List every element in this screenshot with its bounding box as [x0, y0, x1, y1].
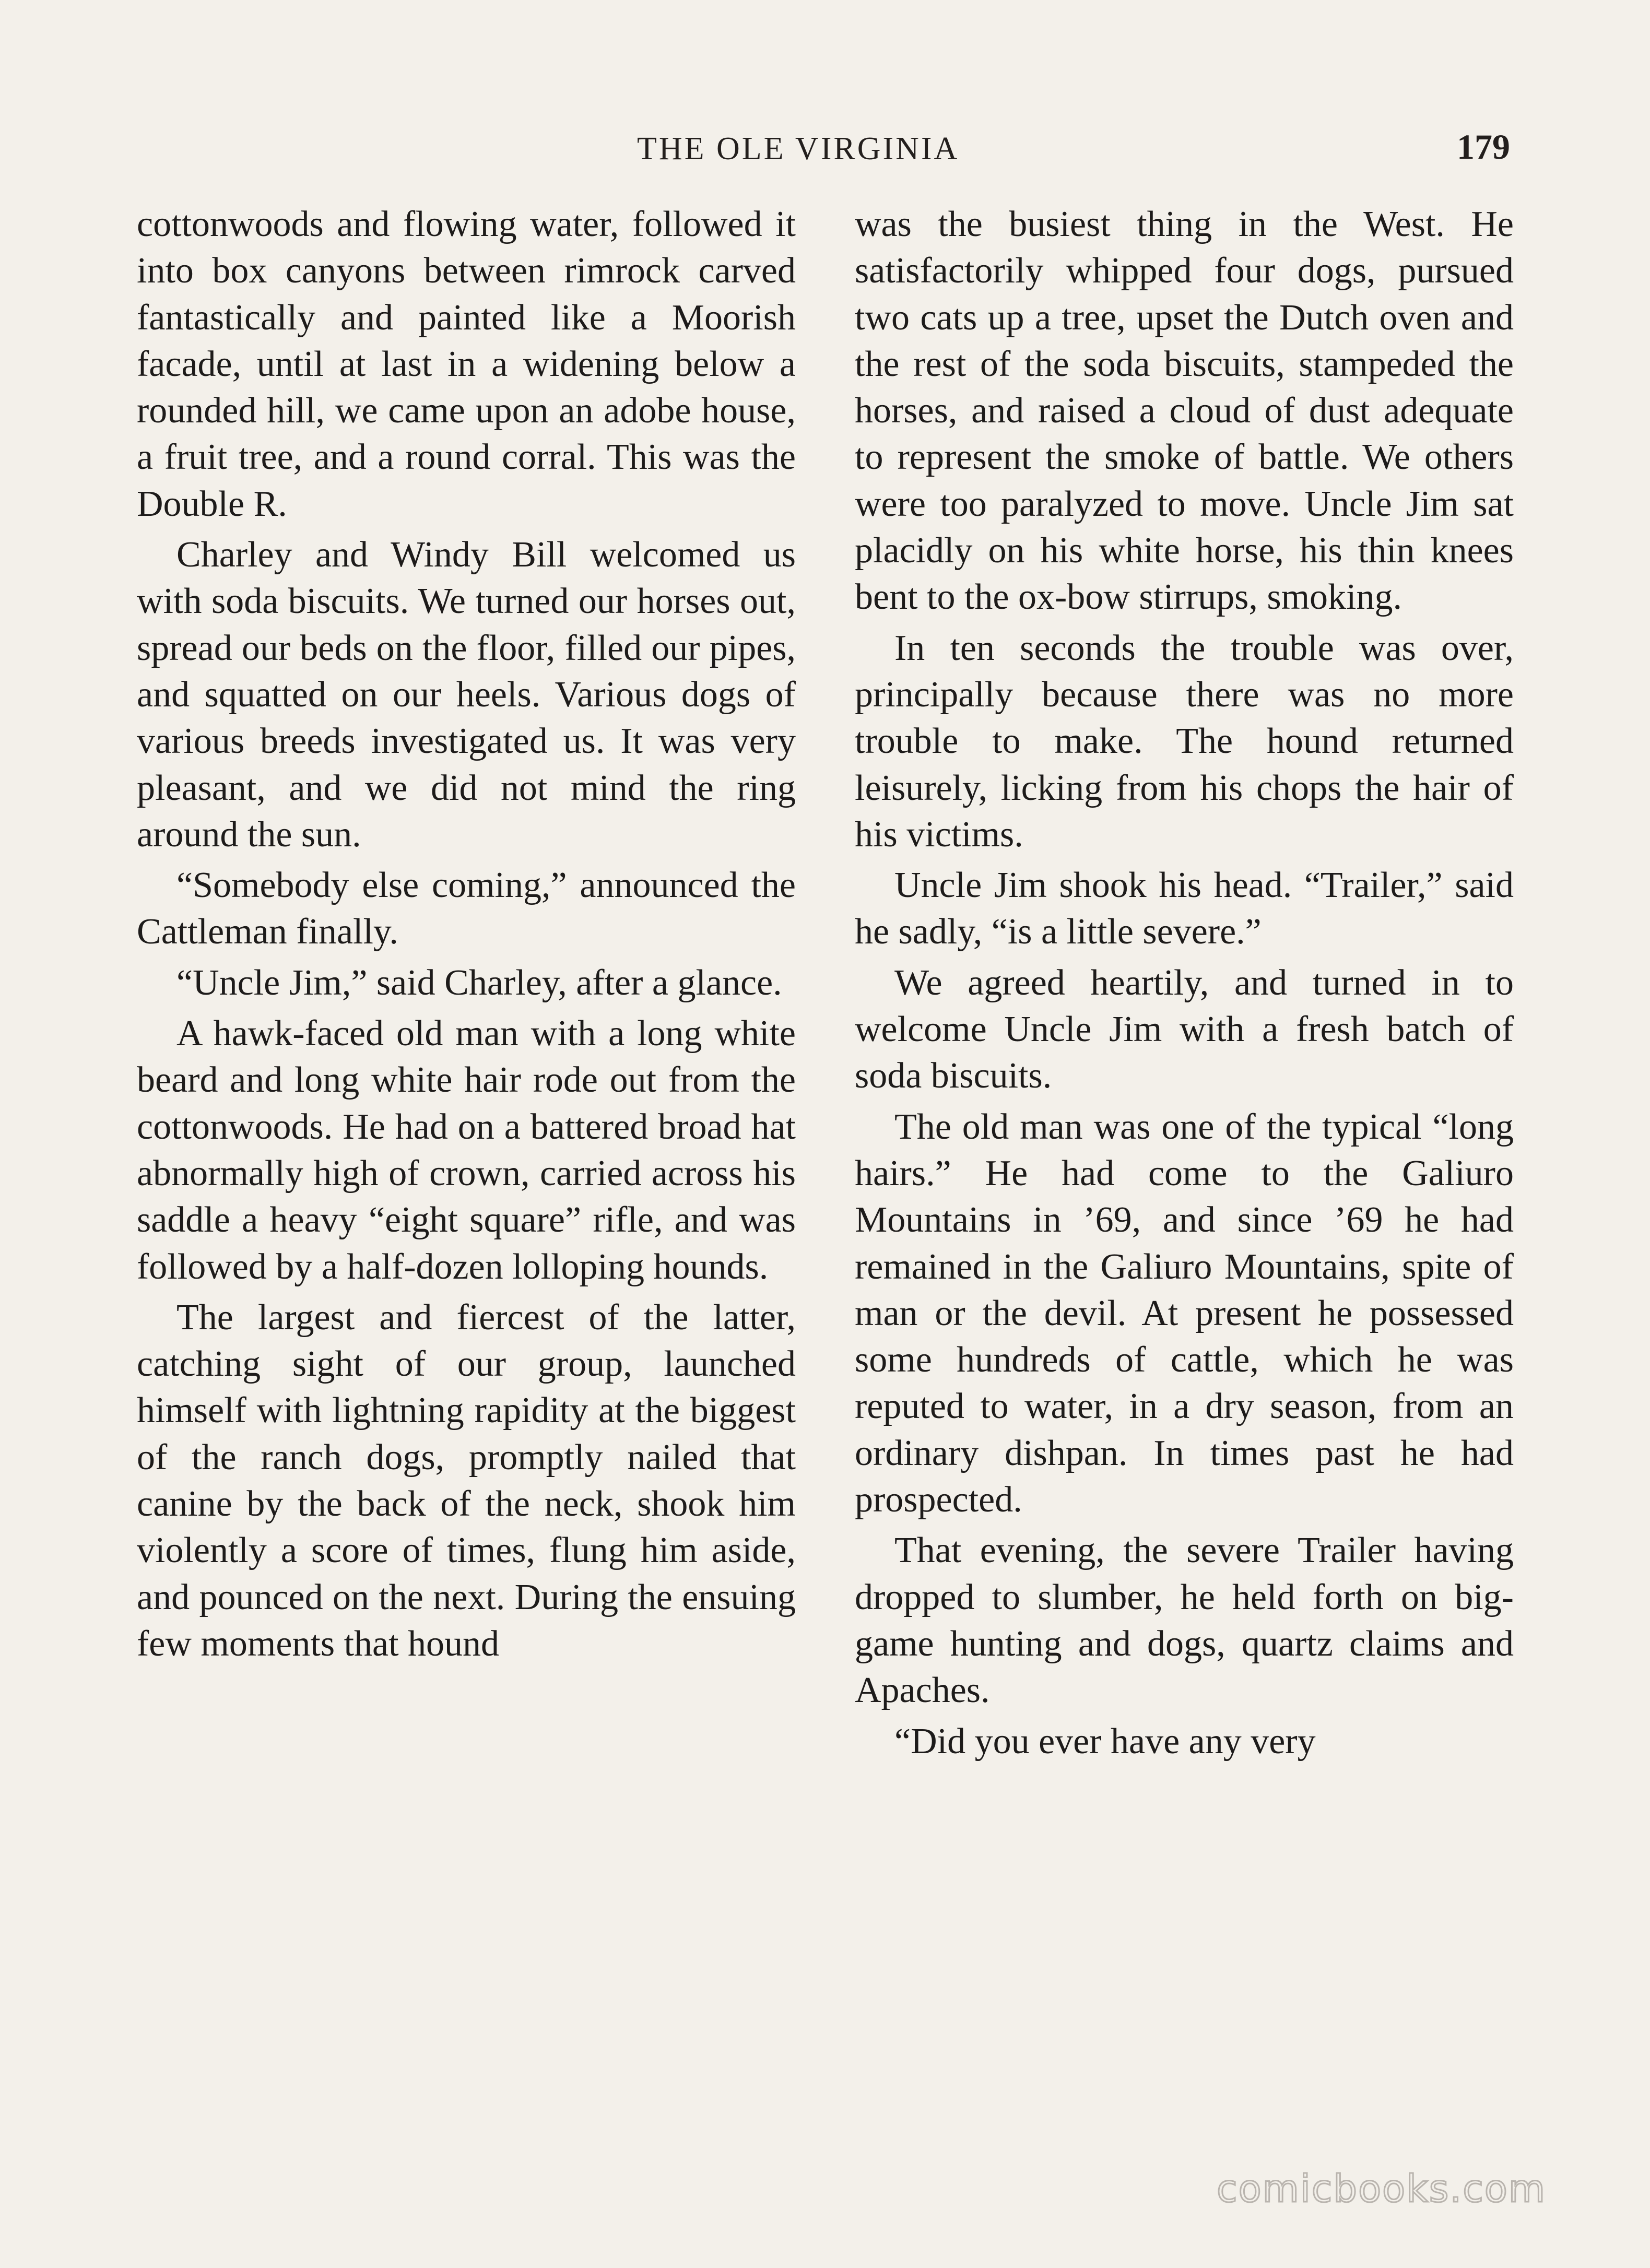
- page-number: 179: [1457, 127, 1510, 167]
- running-head: THE OLE VIRGINIA: [637, 131, 960, 167]
- paragraph: The old man was one of the typical “long hairs.” He had come to the Galiuro Mountains in ’69, and since ’69 he had remained in the Galiuro Mountains, spite of man or the devil. At present he possessed some hundreds of cattle, which he was reputed to water, in a dry season, from an ordinary dishpan. In times past he had prospected.: [855, 1106, 1514, 1520]
- paragraph: “Somebody else coming,” announced the Cattleman finally.: [137, 865, 796, 952]
- paragraph: cottonwoods and flowing water, followed it into box canyons between rimrock carved fantastically and painted like a Moorish facade, until at last in a widening below a rounded hill, we came upon an adobe house, a fruit tree, and a round corral. This was the Double R.: [137, 204, 796, 524]
- paragraph: was the busiest thing in the West. He satisfactorily whipped four dogs, pursued two cats up a tree, upset the Dutch oven and the rest of the soda biscuits, stampeded the horses, and raised a cloud of dust adequate to represent the smoke of battle. We others were too paralyzed to move. Uncle Jim sat placidly on his white horse, his thin knees bent to the ox-bow stirrups, smoking.: [855, 204, 1514, 618]
- paragraph: “Uncle Jim,” said Charley, after a glance.: [176, 962, 782, 1003]
- paragraph: Uncle Jim shook his head. “Trailer,” said he sadly, “is a little severe.”: [855, 865, 1514, 952]
- paragraph: Charley and Windy Bill welcomed us with soda biscuits. We turned our horses out, spread our beds on the floor, filled our pipes, and squatted on our heels. Various dogs of various breeds investigated us. It was very pleasant, and we did not mind the ring around the sun.: [137, 535, 796, 855]
- left-text-column: [137, 201, 796, 1671]
- paragraph: In ten seconds the trouble was over, principally because there was no more trouble to make. The hound returned leisurely, licking from his chops the hair of his victims.: [855, 628, 1514, 855]
- paragraph: A hawk-faced old man with a long white beard and long white hair rode out from the cottonwoods. He had on a battered broad hat abnormally high of crown, carried across his saddle a heavy “eight square” rifle, and was followed by a half-dozen lolloping hounds.: [137, 1013, 796, 1287]
- paragraph: The largest and fiercest of the latter, catching sight of our group, launched himself with lightning rapidity at the biggest of the ranch dogs, promptly nailed that canine by the back of the neck, shook him violently a score of times, flung him aside, and pounced on the next. During the ensuing few moments that hound: [137, 1297, 796, 1664]
- right-text-column: [855, 201, 1514, 1769]
- paragraph: That evening, the severe Trailer having dropped to slumber, he held forth on big-game hunting and dogs, quartz claims and Apaches.: [855, 1530, 1514, 1711]
- paragraph: We agreed heartily, and turned in to welcome Uncle Jim with a fresh batch of soda biscuits.: [855, 962, 1514, 1096]
- paragraph: “Did you ever have any very: [894, 1721, 1316, 1762]
- watermark: comicbooks.com: [1217, 2167, 1547, 2211]
